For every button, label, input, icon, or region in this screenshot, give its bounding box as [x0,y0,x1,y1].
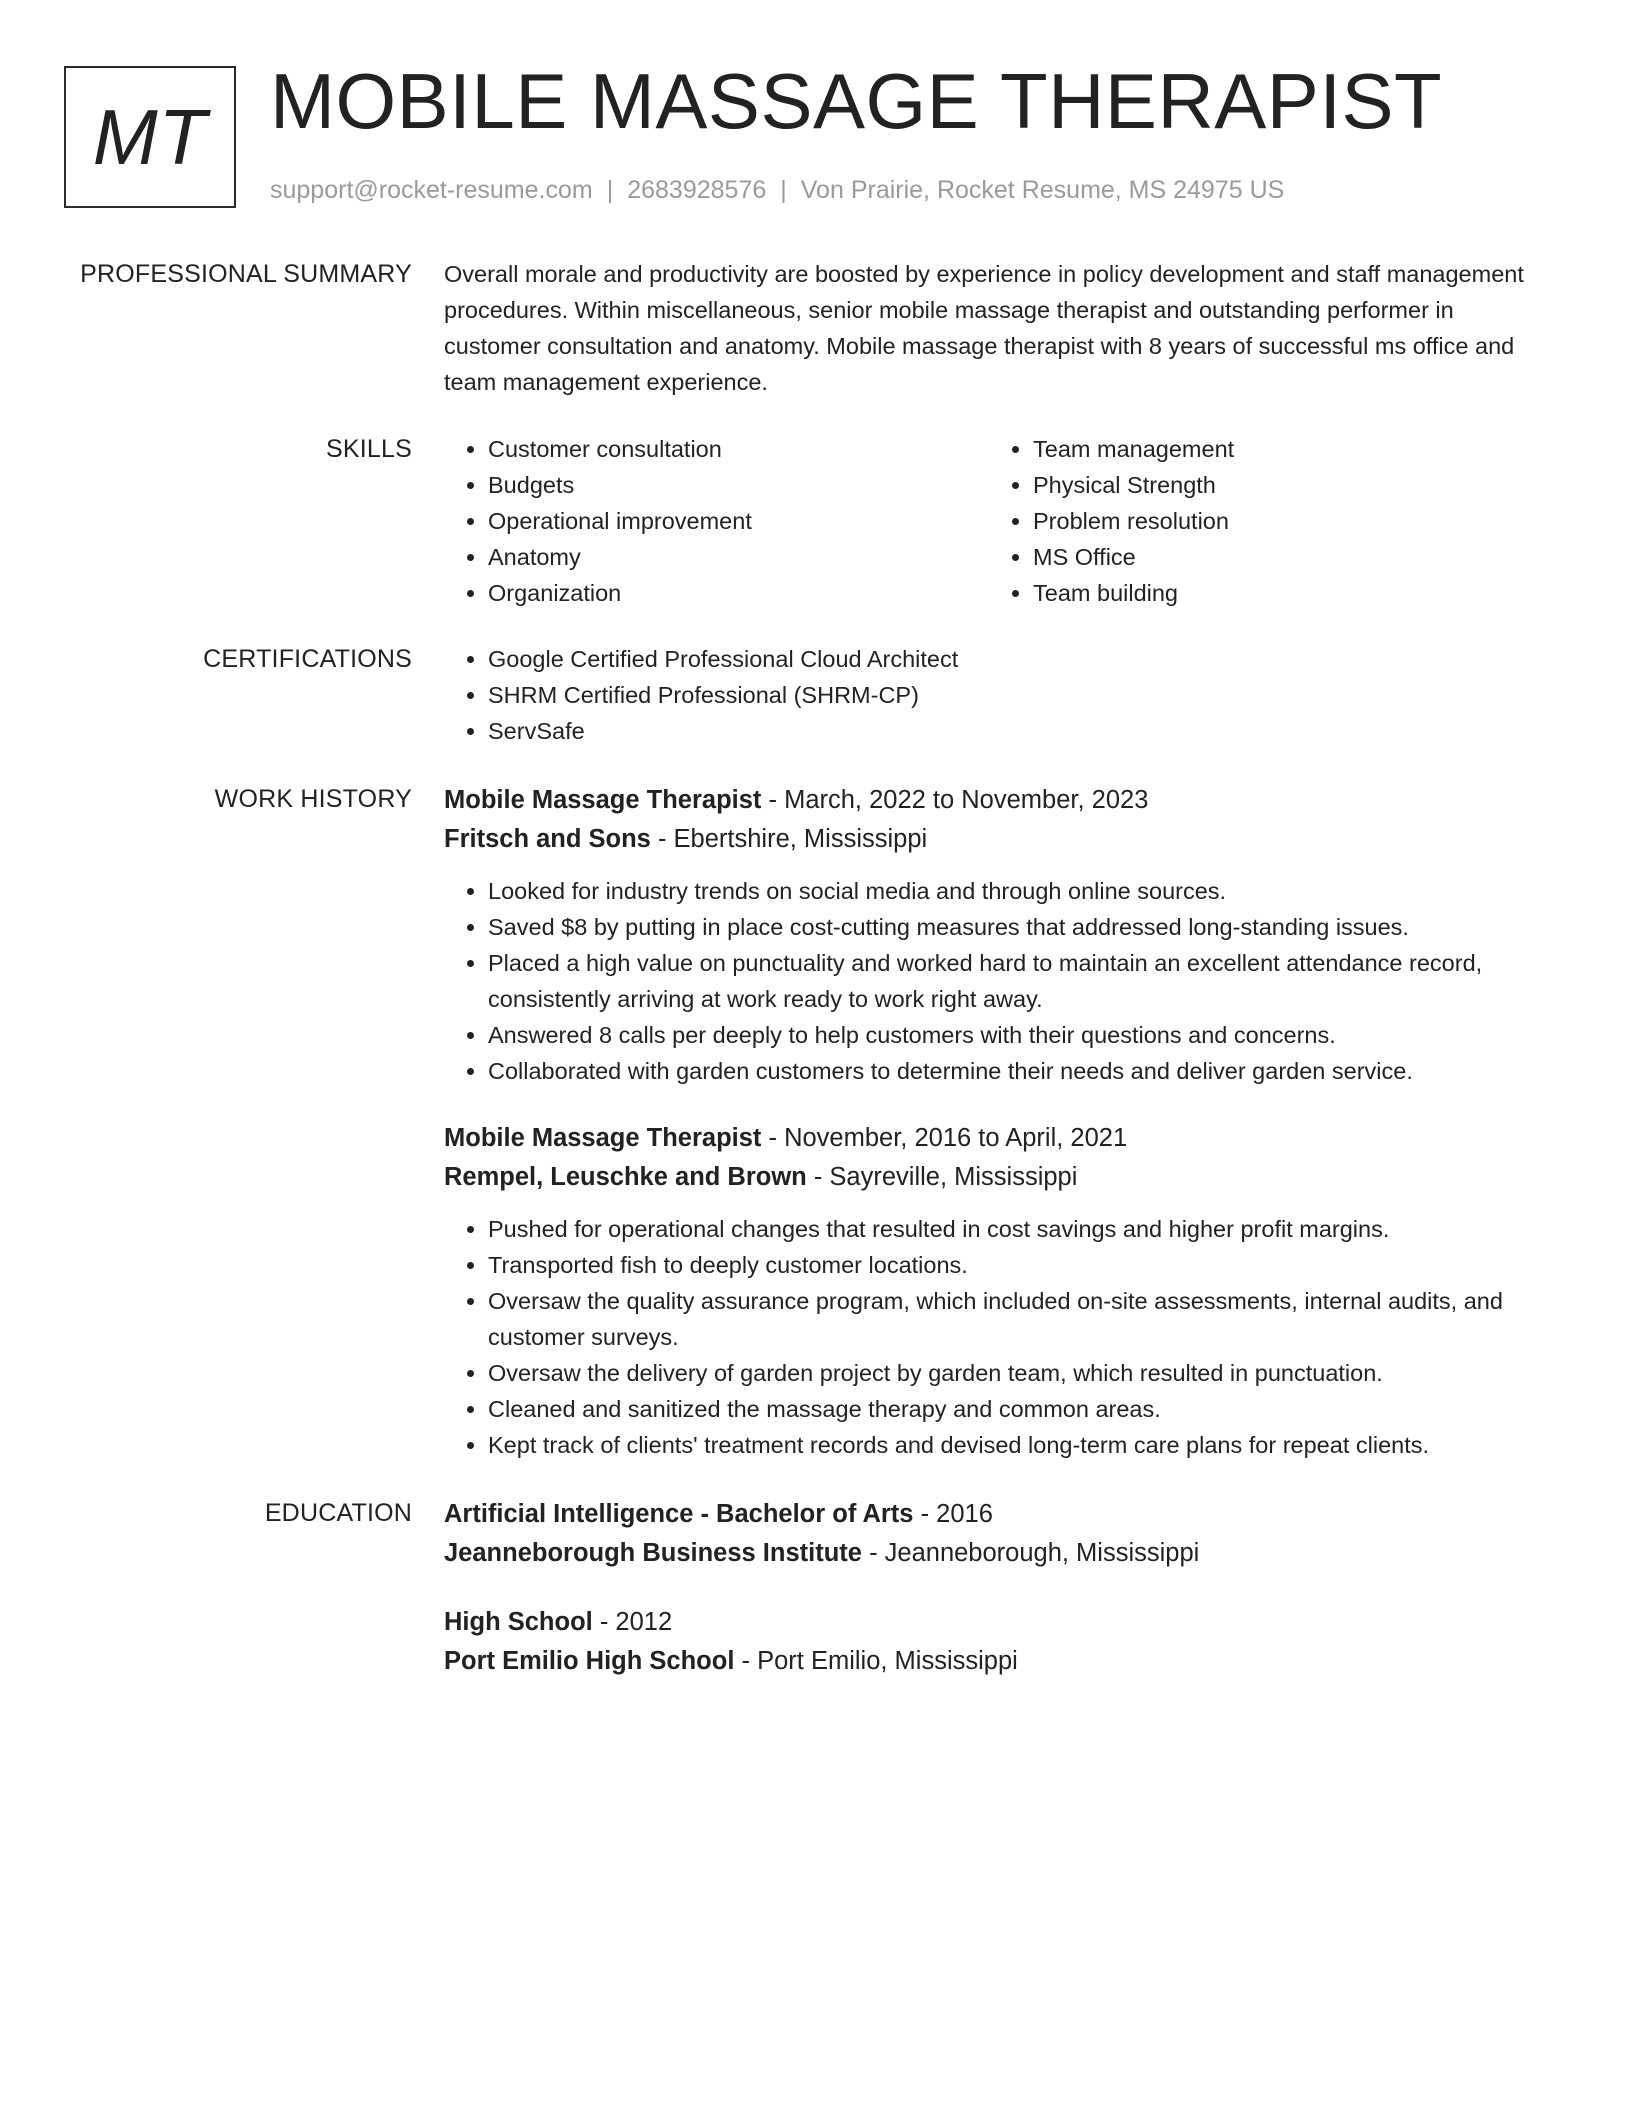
contact-address: Von Prairie, Rocket Resume, MS 24975 US [800,176,1285,204]
education-degree: High School [444,1608,593,1636]
education-year: - 2016 [913,1500,993,1528]
work-history-body [444,781,1564,1493]
certification-item: • SHRM Certified Professional (SHRM-CP) [488,677,1564,713]
skill-item: • Organization [488,575,989,611]
job-location: - Sayreville, Mississippi [806,1163,1078,1191]
certification-item: • Google Certified Professional Cloud Architect [488,641,1564,677]
education-school-line [444,1534,1564,1573]
contact-separator: | [606,176,614,204]
job-title: Mobile Massage Therapist [444,786,762,814]
resume-title: MOBILE MASSAGE THERAPIST [270,57,1443,145]
job-company: Fritsch and Sons [444,825,651,853]
education-degree: Artificial Intelligence - Bachelor of Arts [444,1500,914,1528]
skills-body [444,431,1564,611]
education-degree-line [444,1495,1564,1534]
summary-body [444,256,1564,400]
education-degree-line [444,1603,1564,1642]
section-label-skills: SKILLS [326,435,412,463]
education-entry [444,1495,1564,1573]
monogram-initials: MT [92,92,208,181]
job-bullet: • Oversaw the delivery of garden project by garden team, which resulted in punctuation. [488,1355,1564,1391]
education-school: Port Emilio High School [444,1647,735,1675]
skill-item: • Anatomy [488,539,989,575]
education-entry [444,1603,1564,1681]
education-school-line [444,1642,1564,1681]
job-bullet: • Answered 8 calls per deeply to help customers with their questions and concerns. [488,1017,1564,1053]
job-entry [444,1119,1564,1463]
job-bullet: • Saved $8 by putting in place cost-cutting measures that addressed long-standing issues. [488,909,1564,945]
job-title-line [444,781,1564,820]
job-company-line [444,820,1564,859]
skills-grid [444,431,1564,611]
job-company-line [444,1158,1564,1197]
job-bullet: • Cleaned and sanitized the massage therapy and common areas. [488,1391,1564,1427]
education-location: - Port Emilio, Mississippi [734,1647,1018,1675]
education-location: - Jeanneborough, Mississippi [861,1539,1200,1567]
contact-line [270,175,1284,205]
section-label-education: EDUCATION [264,1499,412,1527]
skill-item: • Problem resolution [1033,503,1534,539]
job-company: Rempel, Leuschke and Brown [444,1163,807,1191]
education-school: Jeanneborough Business Institute [444,1539,862,1567]
job-bullet: • Pushed for operational changes that resulted in cost savings and higher profit margins. [488,1211,1564,1247]
summary-text: Overall morale and productivity are boosted by experience in policy development and staff management procedures. Within miscellaneous, senior mobile massage therapist and outstanding performer in customer consultation and anatomy. Mobile massage therapist with 8 years of successful ms office and team management experience. [444,261,1524,395]
skill-item: • Physical Strength [1033,467,1534,503]
job-dates: - November, 2016 to April, 2021 [761,1124,1128,1152]
section-label-summary: PROFESSIONAL SUMMARY [80,260,412,288]
job-bullet: • Placed a high value on punctuality and worked hard to maintain an excellent attendance record, consistently arriving at work ready to work right away. [488,945,1564,1017]
education-body [444,1495,1564,1711]
skill-item: • Team management [1033,431,1534,467]
skill-item: • Team building [1033,575,1534,611]
job-title: Mobile Massage Therapist [444,1124,762,1152]
contact-email: support@rocket-resume.com [270,176,593,204]
job-bullet: • Collaborated with garden customers to determine their needs and deliver garden service. [488,1053,1564,1089]
job-bullet: • Transported fish to deeply customer locations. [488,1247,1564,1283]
contact-separator: | [780,176,787,204]
job-entry [444,781,1564,1089]
certification-item: • ServSafe [488,713,1564,749]
job-bullet: • Kept track of clients' treatment records and devised long-term care plans for repeat clients. [488,1427,1564,1463]
job-location: - Ebertshire, Mississippi [650,825,928,853]
job-title-line [444,1119,1564,1158]
certifications-body [444,641,1564,749]
skill-item: • Customer consultation [488,431,989,467]
job-dates: - March, 2022 to November, 2023 [761,786,1149,814]
skills-column-right [989,431,1534,611]
contact-phone: 2683928576 [627,176,767,204]
section-label-work-history: WORK HISTORY [214,785,412,813]
section-label-certifications: CERTIFICATIONS [203,645,412,673]
monogram-box [64,66,236,208]
skill-item: • Budgets [488,467,989,503]
job-bullet: • Oversaw the quality assurance program, which included on-site assessments, internal audits, and customer surveys. [488,1283,1564,1355]
skills-column-left [444,431,989,611]
job-bullet: • Looked for industry trends on social media and through online sources. [488,873,1564,909]
education-year: - 2012 [592,1608,673,1636]
skill-item: • Operational improvement [488,503,989,539]
skill-item: • MS Office [1033,539,1534,575]
